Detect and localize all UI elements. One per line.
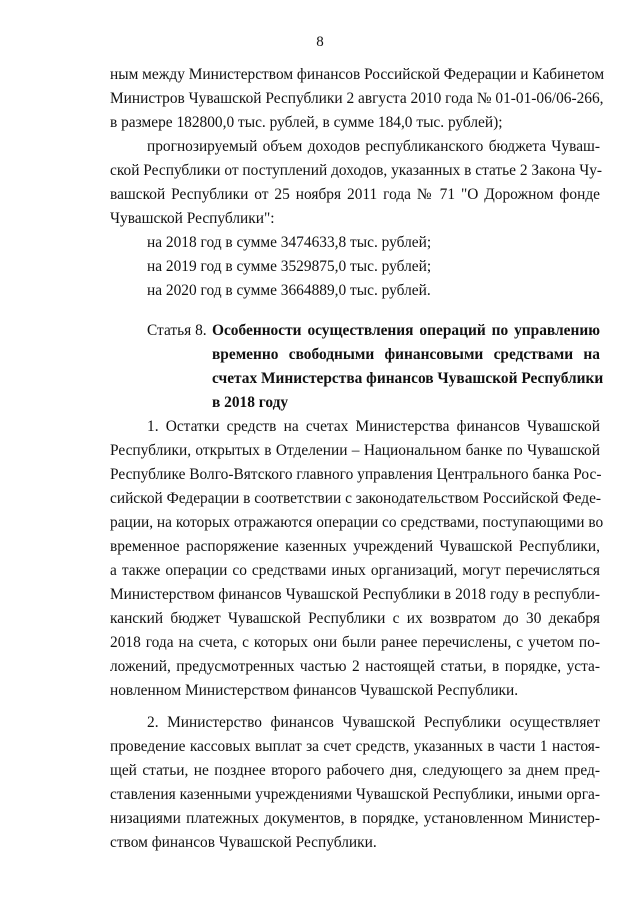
page-number: 8 [316,34,324,50]
text-line: сийской Федерации в соответствии с законодательством Российской Феде- [110,490,602,507]
article-title-line: счетах Министерства финансов Чувашской Республики [212,370,604,387]
article-title-line: в 2018 году [212,394,289,411]
text-line: новленном Министерством финансов Чувашской Республики. [110,682,519,699]
text-line: низациями платежных документов, в порядке, установленном Министер- [110,810,600,827]
text-line: ской Республики от поступлений доходов, указанных в статье 2 Закона Чу- [110,162,603,179]
text-line: Республике Волго-Вятского главного управления Центрального банка Рос- [110,466,602,483]
article-title-line: Особенности осуществления операций по управлению [212,322,600,339]
article-title-line: временно свободными финансовыми средствами на [212,346,600,363]
text-line: временное распоряжение казенных учреждений Чувашской Республики, [110,538,600,555]
text-line: проведение кассовых выплат за счет средств, указанных в части 1 настоя- [110,738,600,755]
text-line: 2018 года на счета, с которых они были ранее перечислены, с учетом по- [110,634,600,651]
paragraph-lead-line: 2. Министерство финансов Чувашской Республики осуществляет [147,714,600,731]
text-line: ставления казенными учреждениями Чувашской Республики, иными орга- [110,786,600,803]
year-amount-line: на 2020 год в сумме 3664889,0 тыс. рублей. [147,282,431,299]
text-line: в размере 182800,0 тыс. рублей, в сумме 184,0 тыс. рублей); [110,114,503,131]
text-line: ложений, предусмотренных частью 2 настоящей статьи, в порядке, уста- [110,658,600,675]
text-line: канский бюджет Чувашской Республики с их возвратом до 30 декабря [110,610,600,627]
year-amount-line: на 2019 год в сумме 3529875,0 тыс. рублей; [147,258,432,275]
text-line: а также операции со средствами иных организаций, могут перечисляться [110,562,600,579]
text-line: щей статьи, не позднее второго рабочего дня, следующего за днем пред- [110,762,600,779]
article-label: Статья 8. [147,322,207,339]
text-line: ством финансов Чувашской Республики. [110,834,377,851]
paragraph-lead-line: 1. Остатки средств на счетах Министерства финансов Чувашской [147,418,600,435]
text-line: рации, на которых отражаются операции со средствами, поступающими во [110,514,604,531]
paragraph-lead-line: прогнозируемый объем доходов республиканского бюджета Чуваш- [147,138,600,155]
text-line: Республики, открытых в Отделении – Национальном банке по Чувашской [110,442,600,459]
text-line: Министерством финансов Чувашской Республики в 2018 году в республи- [110,586,600,603]
year-amount-line: на 2018 год в сумме 3474633,8 тыс. рублей; [147,234,432,251]
text-line: Министров Чувашской Республики 2 августа 2010 года № 01-01-06/06-266, [110,90,604,107]
text-line: Чувашской Республики": [110,210,275,227]
text-line: вашской Республики от 25 ноября 2011 года № 71 "О Дорожном фонде [110,186,600,203]
text-line: ным между Министерством финансов Российской Федерации и Кабинетом [110,66,605,83]
